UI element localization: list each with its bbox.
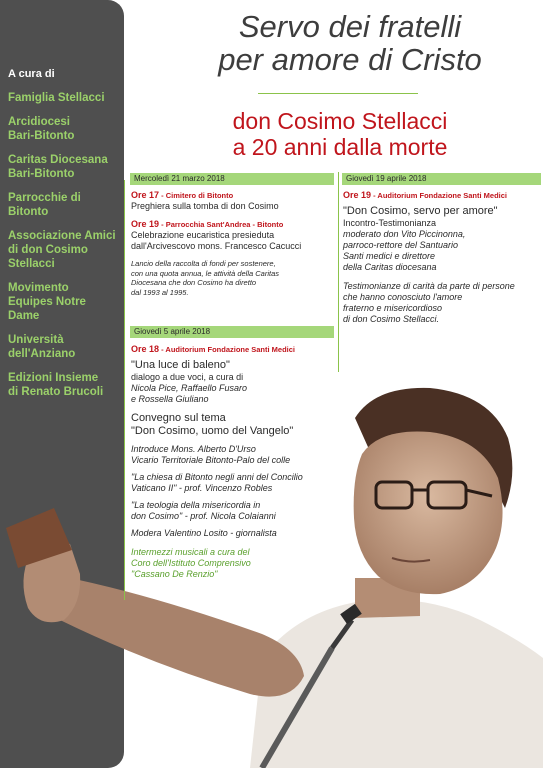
organizer-line: Associazione Amici — [8, 230, 116, 242]
event-time: Ore 17 — [131, 190, 160, 200]
talk-line: Incontro-Testimonianza — [343, 218, 437, 228]
organizer-item — [8, 229, 120, 271]
title-line: per amore di Cristo — [218, 42, 482, 77]
event-time-row — [131, 190, 336, 201]
talk-line: Vaticano II" - prof. Vincenzo Robles — [131, 483, 273, 493]
event-time: Ore 19 — [343, 190, 372, 200]
organizer-line: Bitonto — [8, 206, 49, 218]
title-divider — [258, 93, 418, 94]
poster-title — [150, 10, 543, 76]
organizer-line: Famiglia Stellacci — [8, 92, 105, 104]
organizer-line: Edizioni Insieme — [8, 372, 99, 384]
talk-line: don Cosimo" - prof. Nicola Colaianni — [131, 511, 276, 521]
event-description: Celebrazione eucaristica presieduta — [131, 230, 275, 240]
testimony-line: di don Cosimo Stellacci. — [343, 314, 440, 324]
testimony-line: che hanno conosciuto l'amore — [343, 292, 463, 302]
intro-line: Introduce Mons. Alberto D'Urso — [131, 444, 256, 454]
testimony-line: fraterno e misericordioso — [343, 303, 443, 313]
organizer-line: Stellacci — [8, 258, 55, 270]
note-line: Lancio della raccolta di fondi per sostenere, — [131, 259, 276, 268]
event-venue: - Auditorium Fondazione Santi Medici — [159, 345, 296, 354]
event-venue: - Cimitero di Bitonto — [159, 191, 234, 200]
organizer-line: Movimento — [8, 282, 69, 294]
organizer-line: Arcidiocesi — [8, 116, 70, 128]
talk-line: Santi medici e direttore — [343, 251, 436, 261]
moderator-line: Modera Valentino Losito - giornalista — [131, 528, 277, 538]
date-bar-day3: Giovedì 19 aprile 2018 — [342, 173, 541, 185]
intro-line: Vicario Territoriale Bitonto-Palo del colle — [131, 455, 291, 465]
talk-line: e Rossella Giuliano — [131, 394, 209, 404]
event-time: Ore 18 — [131, 344, 160, 354]
event-description: Preghiera sulla tomba di don Cosimo — [131, 201, 279, 211]
note-line: con una quota annua, le attività della Caritas — [131, 268, 280, 278]
talk-line: Nicola Pice, Raffaello Fusaro — [131, 383, 248, 393]
organizer-line: Equipes Notre Dame — [8, 296, 86, 322]
talk-line: moderato don Vito Piccinonna, — [343, 229, 466, 239]
organizer-line: Bari-Bitonto — [8, 130, 75, 142]
sidebar-heading: A cura di — [8, 68, 55, 80]
event-time: Ore 19 — [131, 219, 160, 229]
subtitle-line: a 20 anni dalla morte — [232, 134, 448, 160]
talk-line: parroco-rettore del Santuario — [343, 240, 459, 250]
organizer-item — [8, 333, 120, 361]
left-divider — [124, 180, 125, 600]
organizer-item — [8, 153, 120, 181]
talk-line: dialogo a due voci, a cura di — [131, 372, 244, 382]
music-line: "Cassano De Renzio" — [131, 569, 218, 579]
organizer-line: Bari-Bitonto — [8, 168, 75, 180]
subtitle-line: don Cosimo Stellacci — [232, 108, 448, 134]
organizer-line: di don Cosimo — [8, 244, 88, 256]
organizer-line: dell'Anziano — [8, 348, 76, 360]
organizer-line: di Renato Brucoli — [8, 386, 104, 398]
event-time-row — [131, 219, 336, 230]
conference-title: "Don Cosimo, uomo del Vangelo" — [131, 425, 294, 437]
date-bar-day1: Mercoledì 21 marzo 2018 — [130, 173, 334, 185]
fundraising-note — [131, 259, 336, 297]
organizer-line: Parrocchie di — [8, 192, 81, 204]
music-line: Intermezzi musicali a cura del — [131, 547, 250, 557]
event-venue: - Parrocchia Sant'Andrea - Bitonto — [159, 220, 284, 229]
event-venue: - Auditorium Fondazione Santi Medici — [371, 191, 508, 200]
organizer-item — [8, 191, 120, 219]
note-line: Diocesana che don Cosimo ha diretto — [131, 278, 257, 287]
event-time-row — [131, 344, 341, 355]
face-shape — [354, 431, 503, 594]
organizer-line: Caritas Diocesana — [8, 154, 108, 166]
organizer-item — [8, 115, 120, 143]
event-time-row — [343, 190, 543, 201]
arm-shape — [60, 576, 304, 697]
note-line: dal 1993 al 1995. — [131, 287, 189, 297]
testimony-line: Testimonianze di carità da parte di persone — [343, 281, 515, 291]
organizer-line: Università — [8, 334, 64, 346]
talk-line: della Caritas diocesana — [343, 262, 437, 272]
music-line: Coro dell'Istituto Comprensivo — [131, 558, 251, 568]
date-bar-day2: Giovedì 5 aprile 2018 — [130, 326, 334, 338]
organizer-item — [8, 281, 120, 323]
talk-line: "La chiesa di Bitonto negli anni del Concilio — [131, 472, 303, 482]
column-divider — [338, 172, 339, 372]
title-line: Servo dei fratelli — [238, 9, 462, 44]
poster-subtitle — [165, 108, 515, 160]
talk-title: "Don Cosimo, servo per amore" — [343, 205, 498, 217]
organizer-item — [8, 91, 120, 105]
day3-events — [343, 190, 543, 325]
event-description: dall'Arcivescovo mons. Francesco Cacucci — [131, 241, 302, 251]
conference-heading: Convegno sul tema — [131, 412, 226, 424]
day1-events — [131, 190, 336, 297]
day2-events — [131, 344, 341, 580]
talk-line: "La teologia della misericordia in — [131, 500, 261, 510]
talk-title: "Una luce di baleno" — [131, 359, 230, 371]
